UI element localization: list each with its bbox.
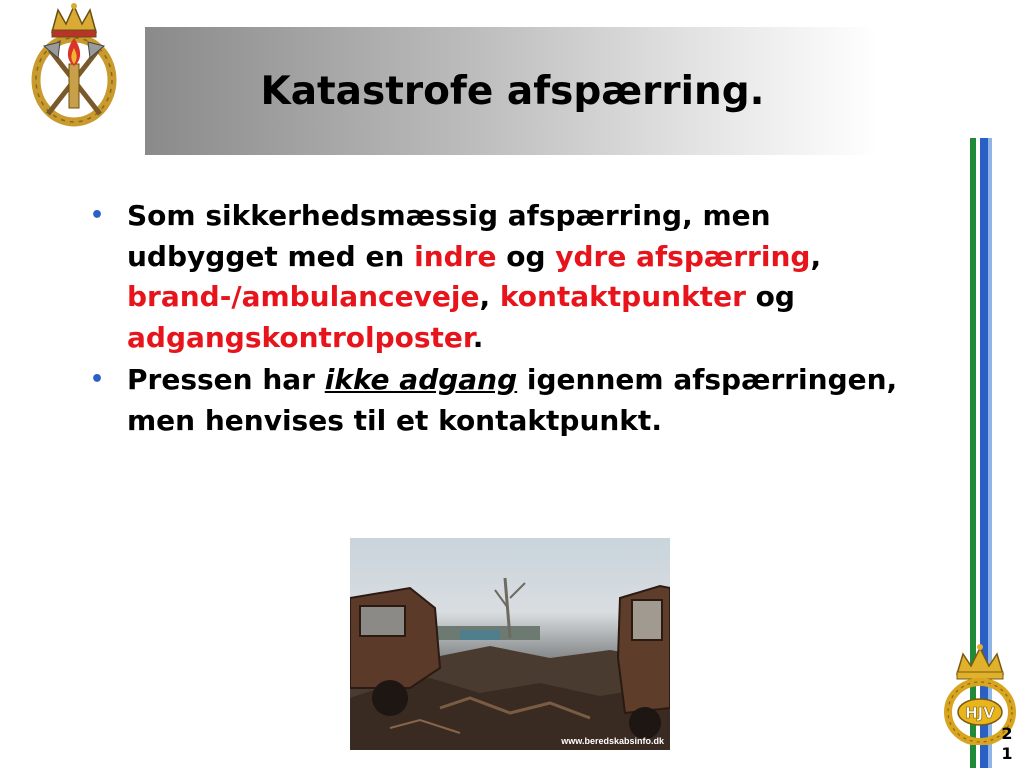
bullet-dot-icon: • bbox=[90, 367, 105, 392]
bullet-1-highlight-ydre: ydre afspærring bbox=[555, 239, 811, 273]
photo-watermark-caption: www.beredskabsinfo.dk bbox=[561, 736, 664, 746]
bullet-1-text-4: , bbox=[479, 280, 500, 313]
bullet-1-text-2: og bbox=[496, 239, 556, 273]
hjv-logo-text: HJV bbox=[965, 704, 995, 722]
bullet-1-text-5: og bbox=[745, 280, 795, 313]
bullet-1-highlight-adgangskontrol: adgangskontrolposter bbox=[127, 320, 473, 354]
bullet-2-text-1: Pressen har bbox=[127, 363, 325, 396]
bullet-2-emphasis: ikke adgang bbox=[324, 363, 518, 396]
bullet-item-1 bbox=[90, 196, 920, 358]
bullet-1-text-3: , bbox=[810, 239, 822, 273]
bullet-1-highlight-indre: indre bbox=[414, 239, 497, 273]
slide-title: Katastrofe afspærring. bbox=[260, 68, 765, 114]
bullet-1-text-1: Som sikkerhedsmæssig afspærring, men udbygget med en bbox=[127, 199, 771, 273]
bullet-2-text-2: igennem afspærringen, men henvises til et kontaktpunkt. bbox=[127, 363, 898, 437]
bullet-item-2 bbox=[90, 360, 920, 441]
bullet-list bbox=[90, 196, 920, 443]
bullet-dot-icon: • bbox=[90, 203, 105, 228]
disaster-scene-photo bbox=[350, 538, 670, 750]
page-number: 21 bbox=[1001, 724, 1013, 763]
bullet-1-highlight-kontaktpunkter: kontaktpunkter bbox=[499, 280, 746, 313]
bullet-1-highlight-brandveje: brand-/ambulanceveje bbox=[127, 280, 480, 313]
bullet-1-text-6: . bbox=[472, 320, 484, 354]
emergency-crest-logo-icon bbox=[28, 2, 120, 130]
